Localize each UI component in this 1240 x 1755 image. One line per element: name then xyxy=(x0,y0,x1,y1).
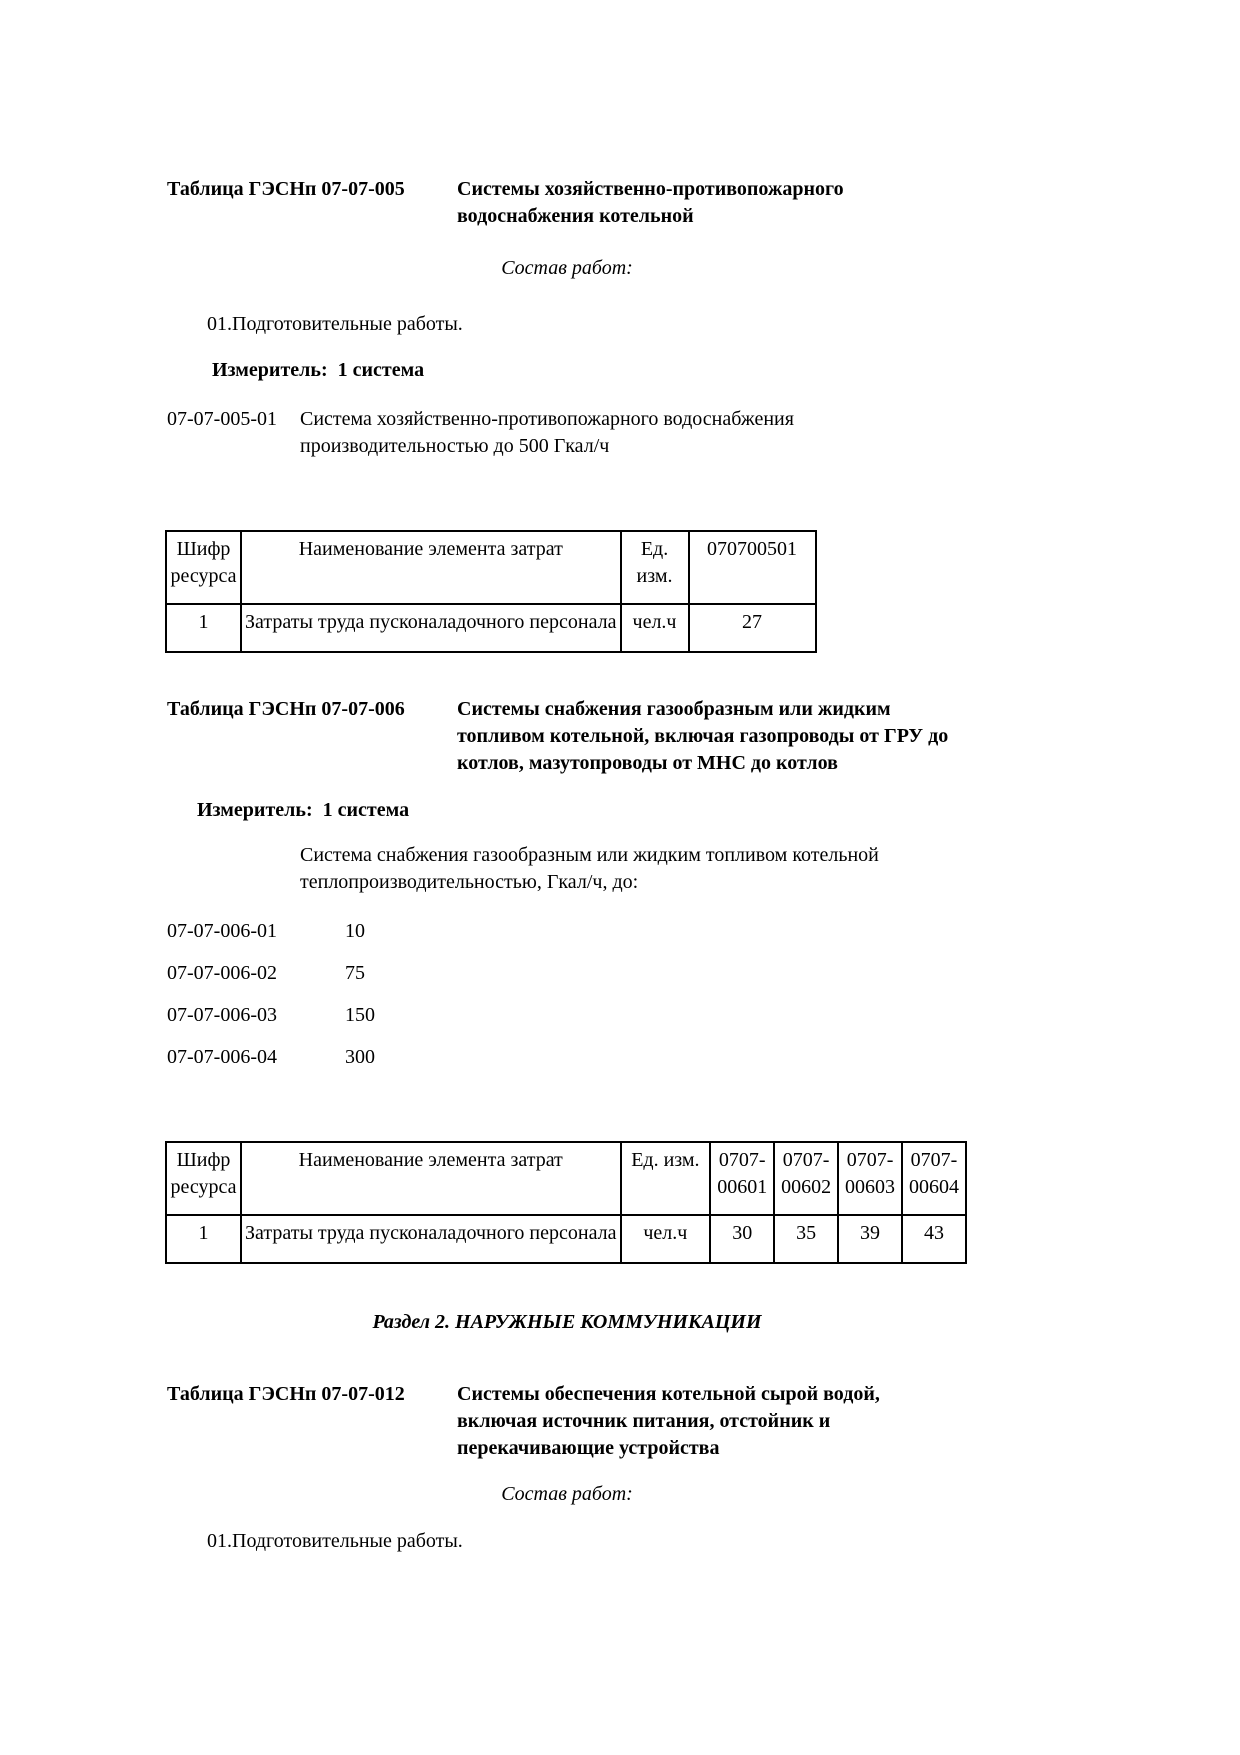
header-cell-resource-code: Шифр ресурса xyxy=(166,531,241,604)
table-005-label: Таблица ГЭСНп 07-07-005 xyxy=(167,178,405,200)
cell-unit: чел.ч xyxy=(621,604,689,652)
header-cell-norm-code-03: 0707-00603 xyxy=(838,1142,902,1215)
norm-code: 07-07-006-04 xyxy=(167,1046,277,1068)
table-005-heading xyxy=(167,176,967,230)
norm-code: 07-07-006-01 xyxy=(167,920,277,942)
norm-value: 300 xyxy=(345,1046,375,1068)
header-cell-element-name: Наименование элемента затрат xyxy=(241,1142,621,1215)
meter-005: Измеритель: 1 система xyxy=(212,359,425,381)
norm-code: 07-07-006-02 xyxy=(167,962,277,984)
cell-value-04: 43 xyxy=(902,1215,966,1263)
table-006-label: Таблица ГЭСНп 07-07-006 xyxy=(167,698,405,720)
norm-value: 150 xyxy=(345,1004,375,1026)
norm-row-006-03 xyxy=(167,1002,967,1029)
norm-code: 07-07-005-01 xyxy=(167,408,277,430)
cost-table-006 xyxy=(165,1141,967,1264)
header-cell-element-name: Наименование элемента затрат xyxy=(241,531,621,604)
cell-value-02: 35 xyxy=(774,1215,838,1263)
table-006-heading xyxy=(167,696,967,777)
norm-code: 07-07-006-03 xyxy=(167,1004,277,1026)
table-row xyxy=(166,604,816,652)
header-cell-norm-code-02: 0707-00602 xyxy=(774,1142,838,1215)
cell-element-name: Затраты труда пусконаладочного персонала xyxy=(241,604,621,652)
works-heading-012: Состав работ: xyxy=(501,1483,633,1505)
table-012-heading xyxy=(167,1381,967,1462)
header-cell-unit: Ед. изм. xyxy=(621,1142,711,1215)
norm-group-description: Система снабжения газообразным или жидким топливом котельной теплопроизводительностью, Гкал/ч, до: xyxy=(300,844,879,893)
norm-row-006-02 xyxy=(167,960,967,987)
table-row xyxy=(166,1215,966,1263)
table-012-title: Системы обеспечения котельной сырой водой, включая источник питания, отстойник и перекачивающие устройства xyxy=(457,1383,880,1459)
section-2-heading: Раздел 2. НАРУЖНЫЕ КОММУНИКАЦИИ xyxy=(372,1311,762,1333)
table-header-row xyxy=(166,1142,966,1215)
norm-description: Система хозяйственно-противопожарного водоснабжения производительностью до 500 Гкал/ч xyxy=(300,408,794,457)
table-header-row xyxy=(166,531,816,604)
norm-row-006-04 xyxy=(167,1044,967,1071)
norm-value: 75 xyxy=(345,962,365,984)
norm-row-005-01 xyxy=(167,406,967,460)
header-cell-norm-code: 070700501 xyxy=(689,531,816,604)
cost-table-005 xyxy=(165,530,817,653)
norm-value: 10 xyxy=(345,920,365,942)
header-cell-norm-code-04: 0707-00604 xyxy=(902,1142,966,1215)
work-item-012: 01.Подготовительные работы. xyxy=(207,1530,463,1552)
document-content xyxy=(167,176,967,1555)
table-005-title: Системы хозяйственно-противопожарного водоснабжения котельной xyxy=(457,178,844,227)
cell-resource-code: 1 xyxy=(166,604,241,652)
header-cell-unit: Ед. изм. xyxy=(621,531,689,604)
work-item-005: 01.Подготовительные работы. xyxy=(207,313,463,335)
norm-row-006-01 xyxy=(167,918,967,945)
cell-value-03: 39 xyxy=(838,1215,902,1263)
cell-resource-code: 1 xyxy=(166,1215,241,1263)
table-012-label: Таблица ГЭСНп 07-07-012 xyxy=(167,1383,405,1405)
cell-element-name: Затраты труда пусконаладочного персонала xyxy=(241,1215,621,1263)
cell-value: 27 xyxy=(689,604,816,652)
works-heading-005: Состав работ: xyxy=(501,257,633,279)
header-cell-resource-code: Шифр ресурса xyxy=(166,1142,241,1215)
cell-value-01: 30 xyxy=(710,1215,774,1263)
meter-006: Измеритель: 1 система xyxy=(197,799,410,821)
cell-unit: чел.ч xyxy=(621,1215,711,1263)
header-cell-norm-code-01: 0707-00601 xyxy=(710,1142,774,1215)
table-006-title: Системы снабжения газообразным или жидким топливом котельной, включая газопроводы от ГРУ до котлов, мазутопроводы от МНС до котлов xyxy=(457,698,949,774)
